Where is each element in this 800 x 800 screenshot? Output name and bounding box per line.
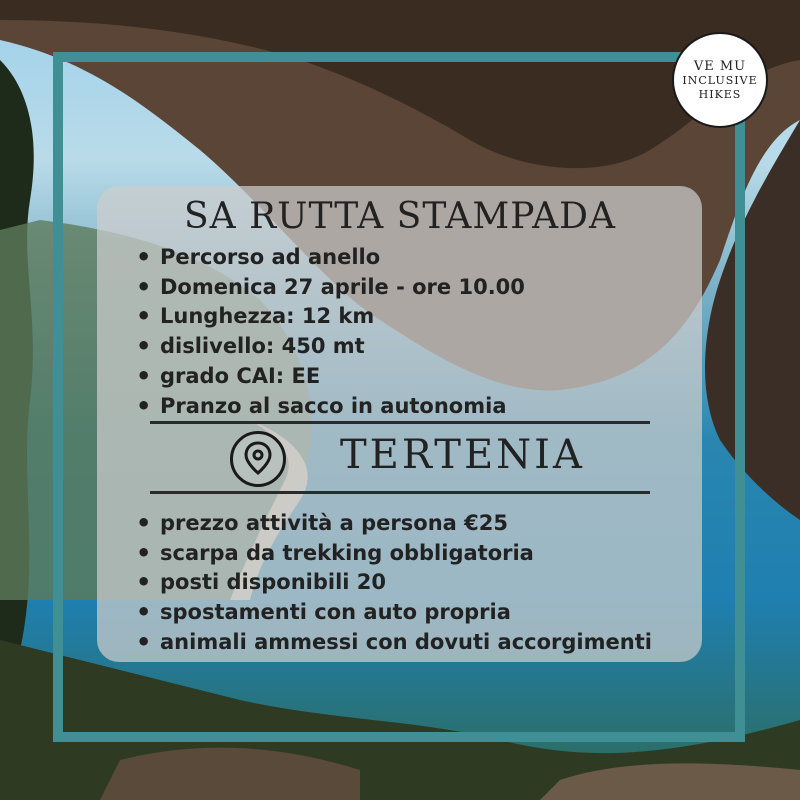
- details-list: [133, 243, 525, 421]
- list-item: • Lunghezza: 12 km: [133, 302, 525, 332]
- list-item: • posti disponibili 20: [133, 568, 652, 598]
- list-item: • grado CAI: EE: [133, 362, 525, 392]
- divider-bottom: [150, 491, 650, 494]
- list-item: • Pranzo al sacco in autonomia: [133, 392, 525, 422]
- logo-brand: VE MU: [693, 58, 747, 74]
- location-name: TERTENIA: [340, 432, 585, 478]
- list-item: • spostamenti con auto propria: [133, 598, 652, 628]
- event-title: SA RUTTA STAMPADA: [183, 196, 617, 237]
- list-item: • Percorso ad anello: [133, 243, 525, 273]
- list-item: • Domenica 27 aprile - ore 10.00: [133, 273, 525, 303]
- list-item: • dislivello: 450 mt: [133, 332, 525, 362]
- list-item: • prezzo attività a persona €25: [133, 509, 652, 539]
- logo-subtitle: HIKES: [698, 87, 742, 101]
- location-pin-icon: [230, 431, 286, 487]
- divider-top: [150, 421, 650, 424]
- vemu-logo: [672, 32, 768, 128]
- info-list: [133, 509, 652, 658]
- logo-subtitle: INCLUSIVE: [682, 73, 758, 87]
- list-item: • animali ammessi con dovuti accorgimenti: [133, 628, 652, 658]
- list-item: • scarpa da trekking obbligatoria: [133, 539, 652, 569]
